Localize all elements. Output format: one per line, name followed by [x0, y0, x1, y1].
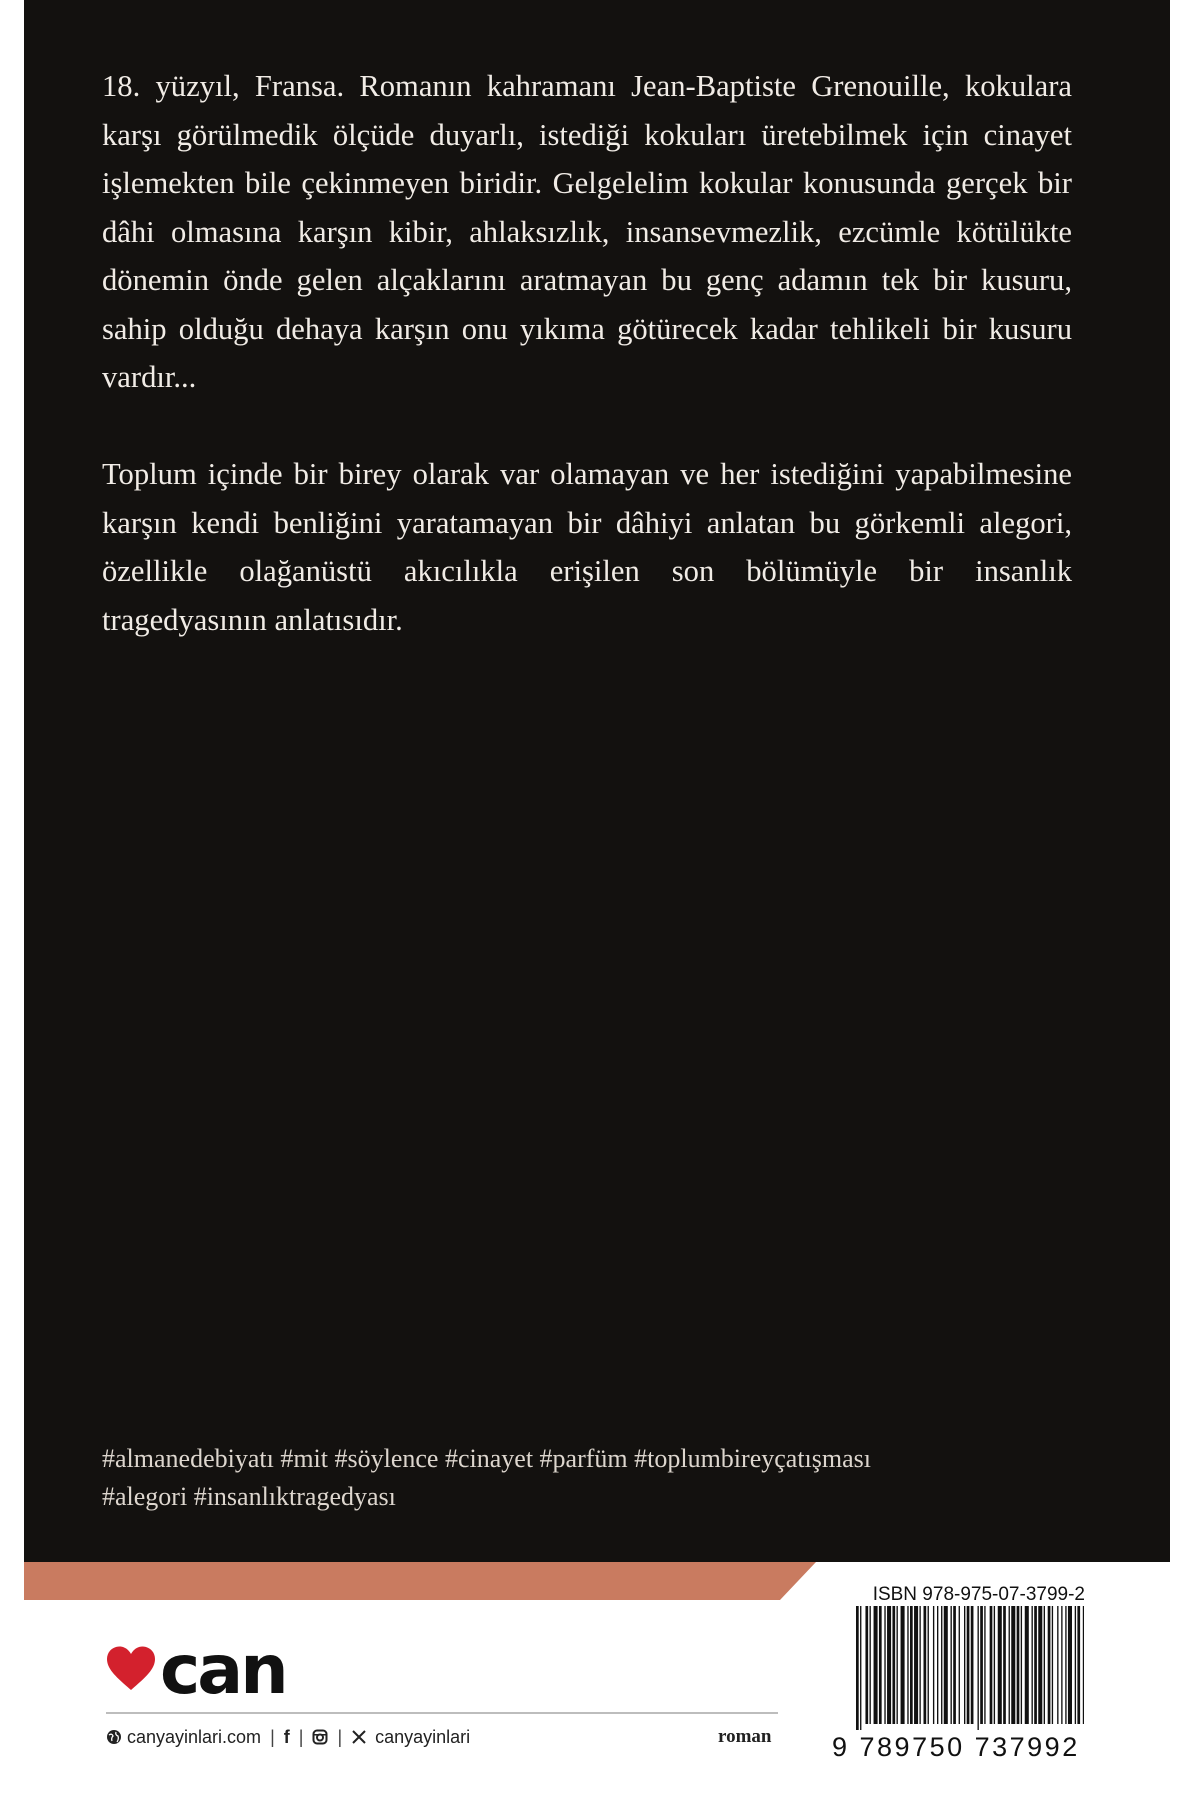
hashtag: #parfüm	[539, 1444, 628, 1473]
barcode-bar	[892, 1606, 895, 1724]
barcode-bar	[1065, 1606, 1066, 1724]
barcode-bar	[937, 1606, 938, 1724]
barcode-bar	[1057, 1606, 1058, 1724]
hashtag: #cinayet	[444, 1444, 534, 1473]
hashtag: #alegori	[102, 1482, 188, 1511]
barcode-bar	[1044, 1606, 1045, 1724]
barcode-bar	[870, 1606, 871, 1724]
barcode-bar	[1009, 1606, 1010, 1724]
barcode-bar	[1017, 1606, 1020, 1724]
hashtag: #insanlıktragedyası	[193, 1482, 396, 1511]
barcode-bar	[1068, 1606, 1072, 1724]
barcode-bar	[994, 1606, 995, 1724]
barcode-bar	[1038, 1606, 1042, 1724]
barcode-bar	[1061, 1606, 1062, 1724]
barcode-bar	[860, 1606, 861, 1730]
barcode-bar	[971, 1606, 974, 1724]
barcode-bar	[933, 1606, 934, 1724]
barcode-bar	[1077, 1606, 1080, 1724]
barcode-bar	[1003, 1606, 1006, 1724]
barcode-bar	[879, 1606, 882, 1724]
social-handle[interactable]: canyayinlari	[375, 1726, 471, 1747]
barcode-bar	[907, 1606, 908, 1724]
barcode-bar	[990, 1606, 993, 1724]
barcode-bar	[910, 1606, 913, 1724]
isbn-label: ISBN 978-975-07-3799-2	[872, 1584, 1085, 1605]
barcode-bar	[884, 1606, 885, 1724]
hashtag: #mit	[280, 1444, 328, 1473]
barcode-bar	[1052, 1606, 1053, 1724]
blurb-text	[102, 62, 1072, 693]
barcode-bar	[1034, 1606, 1037, 1724]
publisher-logo	[106, 1631, 286, 1710]
hashtag: #toplumbireyçatışması	[634, 1444, 871, 1473]
barcode-bar	[856, 1606, 859, 1730]
website-link[interactable]: canyayinlari.com	[127, 1726, 262, 1747]
barcode-bar	[1011, 1606, 1015, 1724]
logo-wordmark: can	[160, 1631, 286, 1710]
barcode-bar	[998, 1606, 1002, 1724]
barcode-digits: 9 789750 737992	[832, 1732, 1080, 1762]
facebook-icon[interactable]: f	[283, 1726, 290, 1747]
separator: |	[298, 1726, 304, 1747]
x-icon[interactable]	[351, 1729, 367, 1745]
globe-icon	[106, 1729, 122, 1745]
barcode-bar	[1048, 1606, 1051, 1724]
accent-stripe	[24, 1562, 816, 1600]
barcode-bar	[887, 1606, 891, 1724]
blurb-paragraph-1: 18. yüzyıl, Fransa. Romanın kahramanı Jean-Baptiste Grenouille, kokulara karşı görülmedik ölçüde duyarlı, istediği kokuları üretebilmek için cinayet işlemekten bile çekinmeyen biridir. Gelgelelim kokular konusunda gerçek bir dâhi olmasına karşın kibir, ahlaksızlık, insansevmezlik, ezcümle kötülükte dönemin önde gelen alçaklarını aratmayan bu genç adamın tek bir kusuru, sahip olduğu dehaya karşın onu yıkıma götürecek kadar tehlikeli bir kusuru vardır...	[102, 69, 1072, 394]
hashtag-list	[102, 1440, 1102, 1516]
genre-label: roman	[718, 1726, 772, 1747]
barcode-bar	[919, 1606, 920, 1724]
instagram-icon[interactable]	[312, 1729, 328, 1745]
hashtag: #almanedebiyatı	[102, 1444, 274, 1473]
barcode-bar	[978, 1606, 979, 1730]
barcode-bar	[897, 1606, 898, 1724]
heart-icon	[106, 1646, 156, 1697]
barcode-bar	[967, 1606, 970, 1724]
barcode-bar	[1075, 1606, 1076, 1724]
barcode-bar	[914, 1606, 918, 1724]
separator: |	[337, 1726, 343, 1747]
barcode-bar	[944, 1606, 948, 1724]
barcode-bar	[953, 1606, 956, 1724]
barcode-bar	[1083, 1606, 1084, 1724]
barcode-bar	[951, 1606, 952, 1724]
barcode-bar	[964, 1606, 965, 1724]
barcode-bar	[874, 1606, 878, 1724]
barcode-bar	[924, 1606, 927, 1724]
barcode-bar	[1032, 1606, 1033, 1724]
barcode-bar	[941, 1606, 942, 1724]
barcode-bar	[980, 1606, 983, 1724]
barcode-bar	[1025, 1606, 1029, 1724]
barcode-bar	[959, 1606, 960, 1724]
barcode	[856, 1606, 1084, 1730]
barcode-bar	[928, 1606, 929, 1724]
blurb-paragraph-2: Toplum içinde bir birey olarak var olamayan ve her istediğini yapabilmesine karşın kendi benliğini yaratamayan bir dâhiyi anlatan bu görkemli alegori, özellikle olağanüstü akıcılıkla erişilen son bölümüyle bir insanlık tragedyasının anlatısıdır.	[102, 457, 1072, 637]
hashtag: #söylence	[334, 1444, 439, 1473]
separator: |	[270, 1726, 275, 1747]
barcode-bar	[865, 1606, 868, 1724]
publisher-footer	[106, 1724, 782, 1750]
barcode-bar	[901, 1606, 905, 1724]
barcode-bar	[984, 1606, 985, 1724]
barcode-bar	[1021, 1606, 1022, 1724]
footer-divider	[106, 1712, 778, 1714]
